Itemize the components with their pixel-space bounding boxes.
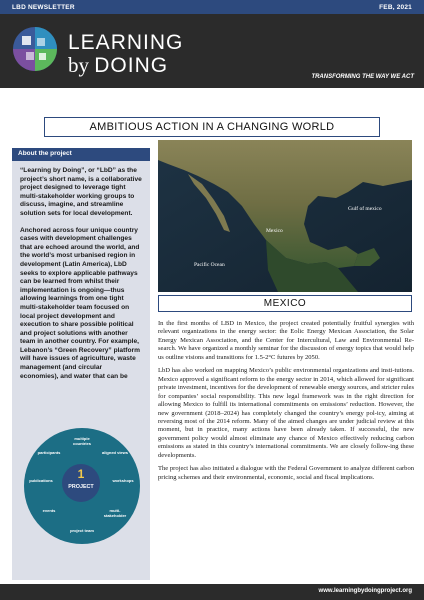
main-title: AMBITIOUS ACTION IN A CHANGING WORLD — [89, 121, 335, 133]
brand-doing: DOING — [94, 54, 169, 77]
sidebar-heading: About the project — [12, 148, 150, 161]
infographic-number: 1 — [77, 467, 85, 481]
newsletter-label: LBD NEWSLETTER — [12, 3, 75, 11]
infographic-segment: multiple countries — [72, 436, 91, 446]
article-paragraph-2: LbD has also worked on mapping Mexico’s public environmental organizations and insti-tutions. Mexico approved a significant reform to the energy sector in 2014, which allowed for significant private investment, incentives for the development of renewable energy sources, and stricter rules for companies’ social responsibility. This new legal framework was in the right direction for allowing Mexico to fulfill its international commitments on emissions’ reduction. However, the new government (2018–2024) has completely changed the country’s energy pol-icy, aiming at reversing most of the 2014 reform. Many of the aimed changes are under judicial review at this moment, but in practice, many actions have been already taken. If successful, the new government policy would almost eliminate any chance of Mexico effectively reducing carbon emissions as stated in this country’s international commitments. We are closely follow-ing these developments. — [158, 367, 414, 459]
project-infographic — [22, 424, 142, 556]
issue-date: FEB, 2021 — [379, 3, 412, 11]
main-title-box — [44, 117, 380, 137]
footer-url[interactable]: www.learningbydoingproject.org — [318, 588, 412, 594]
infographic-segment: events — [42, 508, 56, 513]
footer — [0, 584, 424, 600]
infographic-segment: multi-stakeholder — [103, 508, 127, 518]
map-label-gulf: Gulf of mexico — [348, 206, 382, 212]
top-bar — [0, 0, 424, 14]
map-label-ocean: Pacific Ocean — [194, 262, 225, 268]
infographic-segment: publications — [29, 478, 53, 483]
infographic-segment: participants — [37, 450, 61, 455]
section-title: MEXICO — [263, 298, 307, 309]
map-image — [158, 140, 412, 292]
infographic-center — [62, 464, 100, 502]
infographic-segment: workshops — [112, 478, 134, 483]
article-paragraph-1: In the first months of LBD in Mexico, the project created potentially fruitful synergies with relevant organizations in the energy sector: the Eolic Energy Mexican Association, the Solar Energy Mexican Association, and the Center for Intercultural, Law and Environmental Re-search. We have organized a monthly seminar for the discussion of energy topics that would help us outline visions and transitions for 1.5-2°C futures by 2050. — [158, 320, 414, 361]
infographic-segment: aligned views — [101, 450, 128, 455]
infographic-label: PROJECT — [68, 484, 94, 490]
sidebar — [12, 148, 150, 580]
article-paragraph-3: The project has also initiated a dialogue with the Federal Government to analyze different carbon pricing schemes and their environmental, economic, social and fiscal implications. — [158, 465, 414, 481]
infographic-segment: project team — [70, 528, 94, 533]
brand-by-doing — [68, 53, 168, 78]
sidebar-body — [12, 161, 150, 381]
mexico-map — [158, 140, 412, 292]
sidebar-paragraph-2: Anchored across four unique country cases with development challenges that are echoed around the world, and the world’s most urbanised region in development (Latin America), LbD seeks to explore applicable pathways can be learned from whilst their implementation is ongoing—thus allowing learnings from one tight multi-stakeholder team focused on local project development and execution to share possible political and project solutions with another team in another country. For example, Lebanon’s “Green Recovery” platform will have issues of agriculture, waste management (and circular economies), and water that can be — [20, 226, 140, 380]
map-label-country: Mexico — [266, 228, 283, 234]
section-title-box — [158, 295, 412, 312]
sidebar-paragraph-1: “Learning by Doing”, or “LbD” as the project’s short name, is a collaborative project designed to leverage tight multi-stakeholder working groups to discuss, imagine, and streamline solution sets for local development. — [20, 167, 142, 217]
tagline: TRANSFORMING THE WAY WE ACT — [311, 74, 414, 80]
brand-learning: LEARNING — [68, 31, 184, 54]
brand-by: by — [68, 53, 89, 77]
article-body — [158, 320, 414, 487]
logo-icon — [12, 26, 58, 72]
